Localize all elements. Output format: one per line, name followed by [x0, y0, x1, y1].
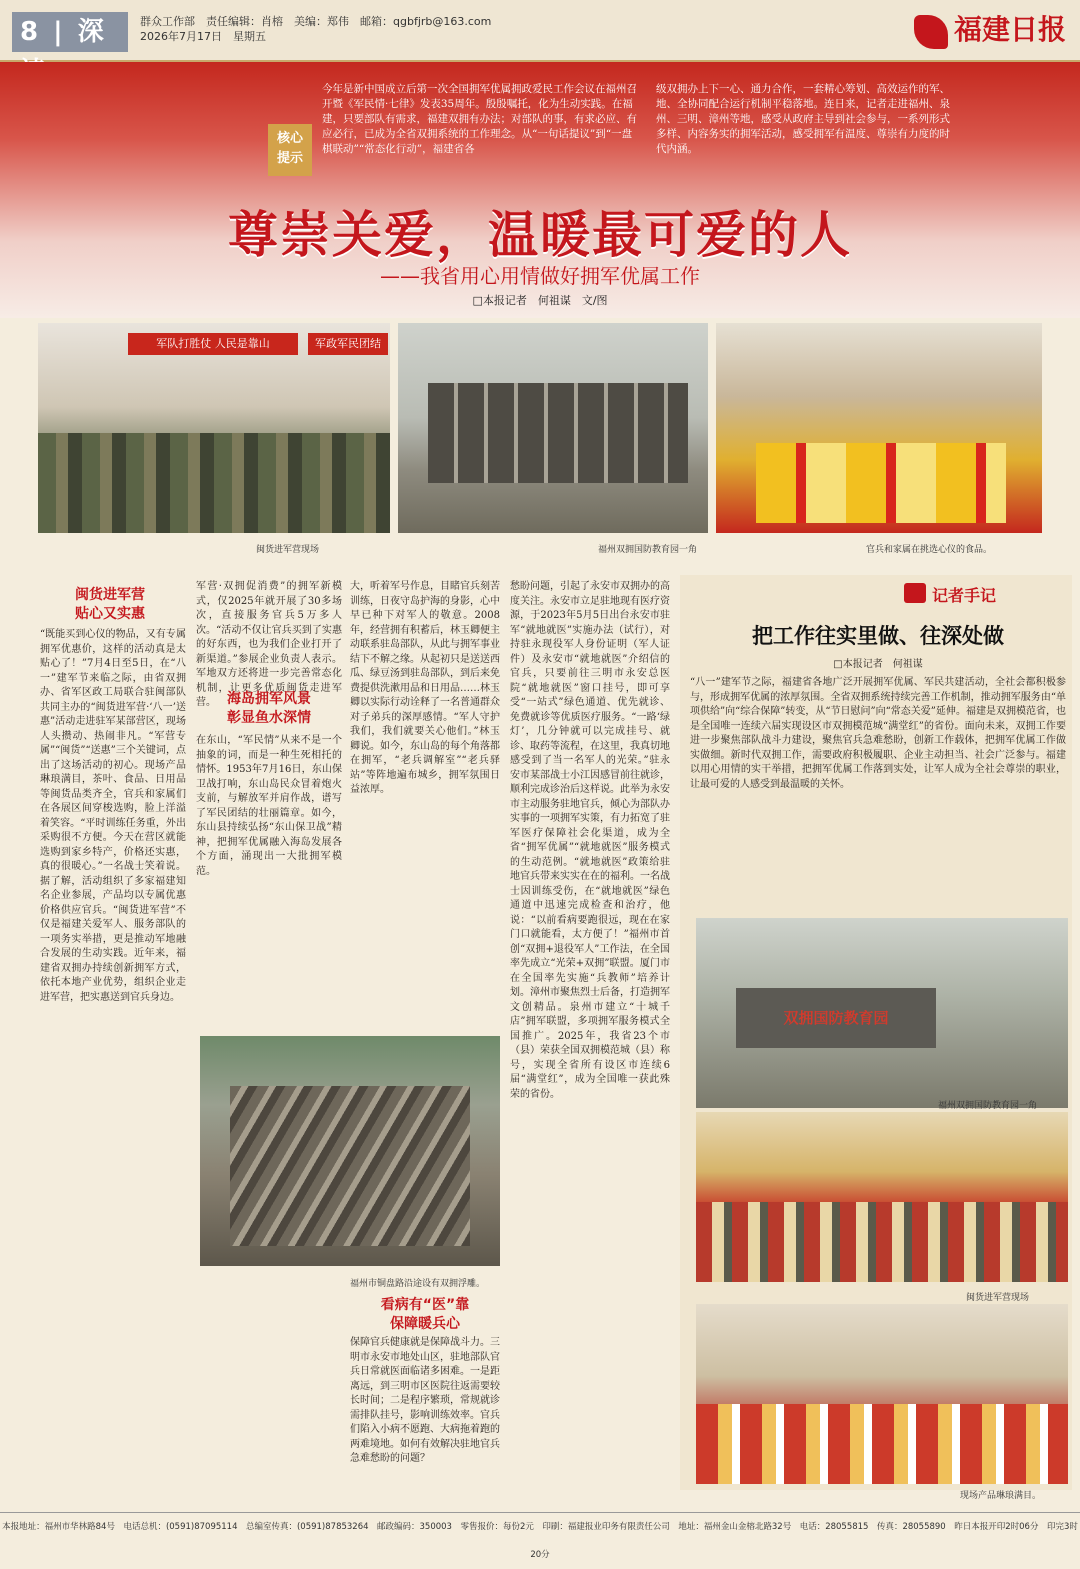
photo-market-scene [38, 323, 390, 533]
caption-photo-2: 福州双拥国防教育园一角 [598, 545, 698, 555]
issue-date: 2026年7月17日 星期五 [140, 30, 266, 43]
photo-food-boxes [756, 443, 1006, 523]
page-footer: 本报地址：福州市华林路84号 电话总机：(0591)87095114 总编室传真：(0591)87853264 邮政编码：350003 零售报价：每份2元 印刷：福建报业印务有限责任公司 地址：福州金山金榕北路32号 电话：28055815 传真：28055890 昨日本报开印2时06分 印完3时20分 [0, 1512, 1080, 1542]
headline: 尊崇关爱，温暖最可爱的人 [228, 206, 852, 264]
article-column-2b: 在东山，“军民情”从来不是一个抽象的词，而是一种生死相托的情怀。1953年7月16日，东山保卫战打响，东山岛民众冒着炮火支前，与解放军并肩作战，谱写了军民团结的壮丽篇章。如今，东山县持续弘扬“东山保卫战”精神，把拥军优属融入海岛发展各个方面，涌现出一大批拥军模范。 [196, 735, 342, 877]
caption-photo-1: 闽货进军营现场 [256, 545, 320, 555]
photo-relief-sculpture [200, 1036, 500, 1266]
photo-memorial-wall [398, 323, 708, 533]
reporter-notes-tag: 记者手记 [932, 586, 997, 605]
article-column-1: “既能买到心仪的物品，又有专属拥军优惠价，这样的活动真是太贴心了！”7月4日至5日，在“八一”建军节来临之际，由省双拥办、省军区政工局联合驻闽部队共同主办的“闽货进军营·‘八一’送惠”活动走进驻军某部营区，现场人头攒动、热闹非凡。“军营专属”“闽货”“送惠”三个关键词，点出了这场活动的初心。现场产品琳琅满目，茶叶、食品、日用品等闽货品类齐全，官兵和家属们在各展区间穿梭选购，脸上洋溢着笑容。“平时训练任务重，外出采购很不方便。今天在营区就能选购到家乡特产，价格还实惠，真的很暖心。”一名战士笑着说。据了解，活动组织了多家福建知名企业参展，产品均以专属优惠价格供应官兵。“闽货进军营”不仅是福建关爱军人、服务部队的一项务实举措，更是推动军地融合发展的生动实践。近年来，福建省双拥办持续创新拥军方式，依托本地产业优势，组织企业走进军营，把实惠送到官兵身边。 [40, 629, 186, 1003]
core-hint-label: 核心提示 [276, 131, 303, 166]
core-hint-box [268, 124, 312, 176]
photo-banner-b: 军政军民团结 [308, 333, 388, 355]
newspaper-logo [914, 8, 1066, 52]
article-column-2: 军营·双拥促消费”的拥军新模式，仅2025年就开展了30多场次，直接服务官兵5万多人次。“活动不仅让官兵买到了实惠的好东西，也为我们企业打开了新渠道。”参展企业负责人表示。军地双方还将进一步完善常态化机制，让更多优质闽货走进军营。 [196, 581, 342, 708]
reporter-notes-body: “八一”建军节之际，福建省各地广泛开展拥军优属、军民共建活动，全社会都积极参与，形成拥军优属的浓厚氛围。全省双拥系统持续完善工作机制，推动拥军服务由“单项供给”向“综合保障”转变，从“节日慰问”向“常态关爱”延伸。福建是双拥模范省，也是全国唯一连续六届实现设区市双拥模范城“满堂红”的省份。面向未来，双拥工作要进一步聚焦部队战斗力建设，聚焦官兵急难愁盼，创新工作载体，把拥军优属工作做实做细。新时代双拥工作，需要政府积极履职、企业主动担当、社会广泛参与。福建以用心用情的实干举措，把拥军优属工作落到实处，让军人成为全社会尊崇的职业，让最可爱的人感受到最温暖的关怀。 [690, 677, 1066, 790]
page-header [0, 0, 1080, 62]
reporter-notes-title: 把工作往实里做、往深处做 [752, 624, 1004, 648]
photo-park-sign [696, 918, 1068, 1108]
editors-line: 群众工作部 责任编辑：肖榕 美编：郑伟 邮箱：qgbfjrb@163.com [140, 15, 492, 28]
pencil-icon [904, 583, 926, 603]
photo-relief-figures [230, 1086, 470, 1246]
page-number: 8 [20, 17, 39, 47]
page-section-label: 8 | 深 [12, 12, 128, 52]
caption-photo-3: 官兵和家属在挑选心仪的食品。 [866, 545, 993, 555]
photo-crowd [38, 433, 390, 533]
reporter-notes-byline: □本报记者 何祖谋 [833, 659, 923, 670]
section-title-2: 海岛拥军风景 彰显鱼水深情 [227, 691, 311, 726]
header-info [140, 14, 491, 44]
section-title-1: 闽货进军营 贴心又实惠 [75, 587, 145, 622]
photo-products [696, 1404, 1068, 1484]
photo-wall-panels [428, 383, 688, 483]
photo-banner-a: 军队打胜仗 人民是靠山 [128, 333, 298, 355]
caption-photo-7: 现场产品琳琅满目。 [960, 1491, 1042, 1501]
section-name: 深 [77, 17, 104, 47]
caption-photo-5: 福州双拥国防教育园一角 [938, 1101, 1038, 1111]
logo-mark-icon [914, 15, 948, 49]
park-sign: 双拥国防教育园 [736, 988, 936, 1048]
photo-food-selection [716, 323, 1042, 533]
subheadline: ——我省用心用情做好拥军优属工作 [380, 264, 700, 288]
caption-photo-6: 闽货进军营现场 [966, 1293, 1030, 1303]
summary-right: 级双拥办上下一心、通力合作，一套精心筹划、高效运作的军、地、全协同配合运行机制平稳落地。连日来，记者走进福州、泉州、三明、漳州等地，感受从政府主导到社会参与，一系列形式多样、内容务实的拥军活动，感受拥军有温度、尊崇有力度的时代内涵。 [656, 83, 950, 155]
byline: □本报记者 何祖谋 文/图 [472, 294, 608, 307]
article-column-3: 大，听着军号作息，目睹官兵刻苦训练，日夜守岛护海的身影，心中早已种下对军人的敬意。2008年，经营拥有积蓄后，林玉卿便主动联系驻岛部队，从此与拥军事业结下不解之缘。从起初只是送送西瓜、绿豆汤到驻岛部队，到后来免费提供洗漱用品和日用品……林玉卿以实际行动诠释了一名普通群众对子弟兵的深厚感情。“军人守护我们，我们就要关心他们。”林玉卿说。如今，东山岛的每个角落都在拥军，“老兵调解室”“老兵驿站”等阵地遍布城乡，拥军氛围日益浓厚。 [350, 581, 500, 795]
photo-indoor-market [696, 1112, 1068, 1282]
caption-photo-4: 福州市铜盘路沿途设有双拥浮雕。 [350, 1279, 486, 1289]
photo-stalls [696, 1202, 1068, 1282]
article-column-4: 愁盼问题，引起了永安市双拥办的高度关注。永安市立足驻地现有医疗资源，于2023年5月5日出台永安市驻军“就地就医”实施办法（试行），对持驻永现役军人身份证明（军人证件）及永安市“就地就医”介绍信的官兵，只要前往三明市永安总医院“就地就医”窗口挂号，即可享受“一站式”绿色通道、优先就诊、免费就诊等优质医疗服务。“一路‘绿灯’，几分钟就可以完成挂号、就诊、取药等流程，在这里，我真切地感受到了当一名军人的光荣。”驻永安市某部战士小江因感冒前往就诊，顺利完成诊治后这样说。此举为永安市主动服务驻地官兵，倾心为部队办实事的一项拥军实策，有力拓宽了驻军医疗保障社会化渠道，成为全省“拥军优属”“就地就医”服务模式的生动范例。“就地就医”政策给驻地官兵带来实实在在的福利。一名战士因训练受伤，在“就地就医”绿色通道中迅速完成检查和治疗，他说：“以前看病要跑很远，现在在家门口就能看，太方便了！”福州市首创“双拥+退役军人”工作法，在全国率先成立“光荣+双拥”联盟。厦门市在全国率先实施“兵教师”培养计划。漳州市聚焦烈士后备，打造拥军文创精品。泉州市建立“十城千店”拥军联盟，多项拥军服务模式全国推广。2025年，我省23个市（县）荣获全国双拥模范城（县）称号，实现全省所有设区市连续6届“满堂红”，成为全国唯一获此殊荣的省份。 [510, 581, 670, 1100]
photo-product-display [696, 1304, 1068, 1484]
logo-text: 福建日报 [953, 13, 1066, 46]
section-title-3: 看病有“医”靠 保障暖兵心 [380, 1297, 470, 1332]
article-column-3b: 保障官兵健康就是保障战斗力。三明市永安市地处山区，驻地部队官兵日常就医面临诸多困难。一是距离远，到三明市区医院往返需要较长时间；二是程序繁琐，常规就诊需排队挂号，影响训练效率。官兵们陷入小病不愿跑、大病拖着跑的两难境地。如何有效解决驻地官兵急难愁盼的问题？ [350, 1337, 500, 1464]
summary-left: 今年是新中国成立后第一次全国拥军优属拥政爱民工作会议在福州召开暨《军民情·七律》发表35周年。殷殷嘱托，化为生动实践。在福建，只要部队有需求，福建双拥有办法；对部队的事，有求必应、有应必行，已成为全省双拥系统的工作理念。从“一句话提议”到“一盘棋联动”“常态化行动”，福建省各 [322, 83, 637, 155]
